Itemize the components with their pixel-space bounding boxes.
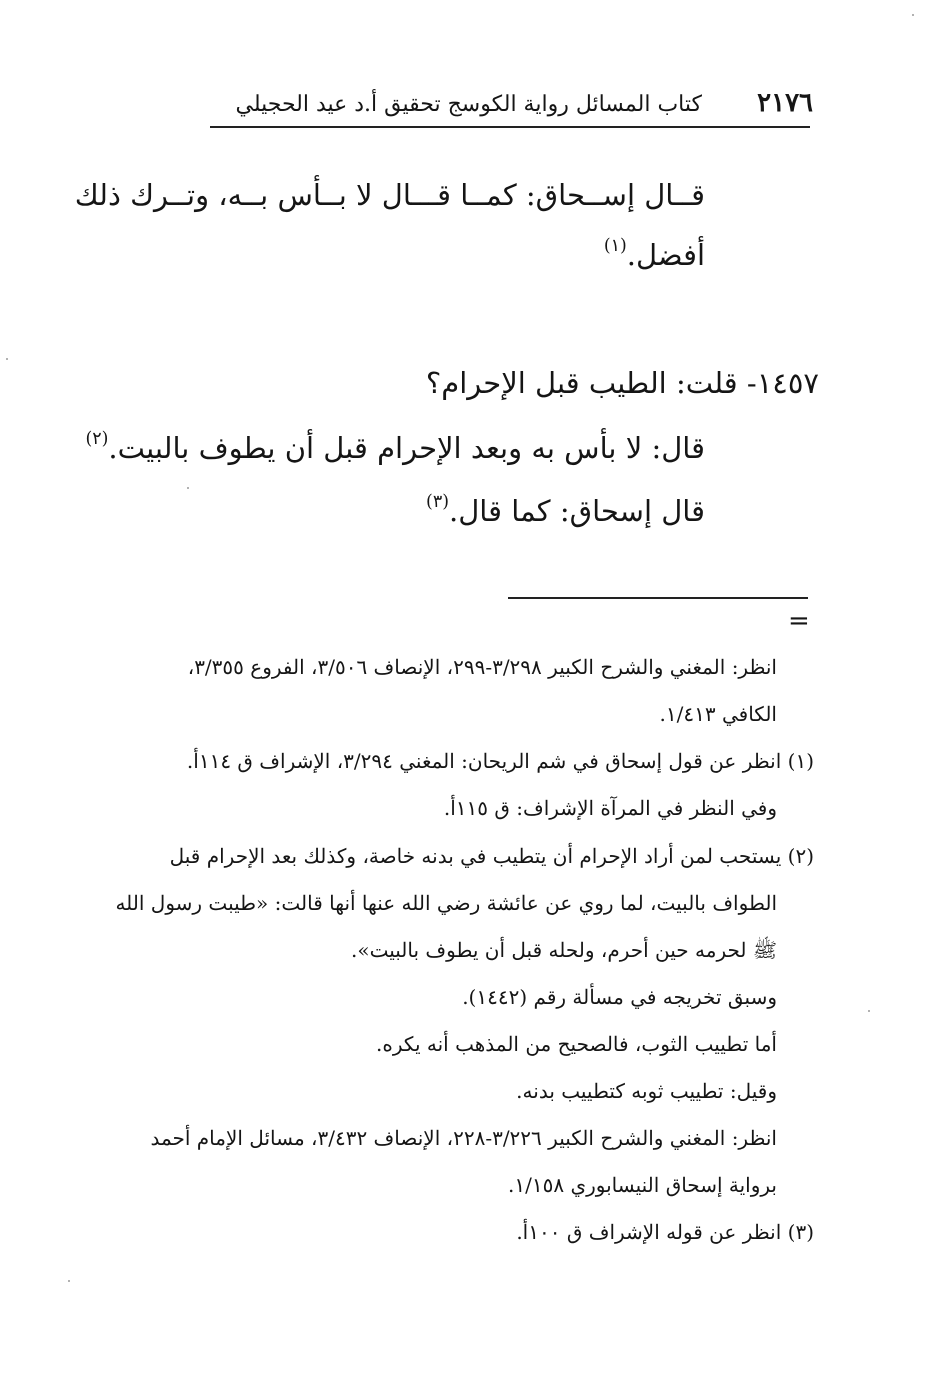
answer-ahmad-text: قال: لا بأس به وبعد الإحرام قبل أن يطوف بالبيت.	[108, 431, 705, 465]
scan-speck	[187, 487, 189, 489]
footnote-2-line-7: انظر: المغني والشرح الكبير ٣/٢٢٦-٢٢٨، الإنصاف ٣/٤٣٢، مسائل الإمام أحمد	[150, 1126, 777, 1150]
answer-ahmad	[85, 425, 705, 471]
prev-line-1-text: قــال إســحاق: كمــا قـــال لا بــأس بــه، وتــرك ذلك	[74, 178, 705, 212]
footnote-1-line-1: (١) انظر عن قول إسحاق في شم الريحان: المغني ٣/٢٩٤، الإشراف ق ١١٤أ.	[186, 749, 814, 773]
footnote-cont-line-1: انظر: المغني والشرح الكبير ٣/٢٩٨-٢٩٩، الإنصاف ٣/٥٠٦، الفروع ٣/٣٥٥،	[187, 655, 777, 679]
footnote-cont-line-2: الكافي ١/٤١٣.	[659, 702, 777, 726]
footnote-2-line-6: وقيل: تطييب ثوبه كتطييب بدنه.	[516, 1079, 777, 1103]
scan-speck	[868, 1010, 870, 1012]
question-1457	[426, 360, 819, 406]
footnote-ref-3[interactable]: (٣)	[426, 492, 449, 513]
prev-line-1	[75, 172, 705, 218]
footnote-2-line-1: (٢) يستحب لمن أراد الإحرام أن يتطيب في بدنه خاصة، وكذلك بعد الإحرام قبل	[169, 844, 814, 868]
scan-speck	[6, 358, 8, 360]
footnote-ref-2[interactable]: (٢)	[85, 429, 109, 450]
footnote-2-line-3: ﷺ لحرمه حين أحرم، ولحله قبل أن يطوف بالبيت».	[351, 938, 777, 962]
footnote-separator	[508, 597, 808, 599]
scan-speck	[912, 14, 914, 16]
question-text: - قلت: الطيب قبل الإحرام؟	[425, 366, 757, 400]
prev-line-2	[604, 232, 705, 278]
running-header-title: كتاب المسائل رواية الكوسج تحقيق أ.د عيد الحجيلي	[235, 92, 702, 117]
scan-speck	[68, 1280, 70, 1282]
footnote-2-line-8: برواية إسحاق النيسابوري ١/١٥٨.	[508, 1173, 777, 1197]
page-number: ٢١٧٦	[757, 88, 813, 118]
footnote-ref-1[interactable]: (١)	[603, 236, 627, 257]
footnote-2-line-4: وسبق تخريجه في مسألة رقم (١٤٤٢).	[462, 985, 777, 1009]
footnote-2-line-5: أما تطييب الثوب، فالصحيح من المذهب أنه يكره.	[376, 1032, 777, 1056]
header-rule	[210, 126, 810, 128]
answer-ishaq-text: قال إسحاق: كما قال.	[448, 494, 705, 528]
footnote-3-line-1: (٣) انظر عن قوله الإشراف ق ١٠٠أ.	[516, 1220, 814, 1244]
prev-line-2-text: أفضل.	[626, 238, 705, 272]
answer-ishaq	[426, 488, 705, 534]
question-number: ١٤٥٧	[756, 366, 819, 400]
footnote-2-line-2: الطواف بالبيت، لما روي عن عائشة رضي الله عنها أنها قالت: «طيبت رسول الله	[115, 891, 777, 915]
footnote-1-line-2: وفي النظر في المرآة الإشراف: ق ١١٥أ.	[443, 796, 777, 820]
continuation-mark: =	[788, 606, 810, 636]
